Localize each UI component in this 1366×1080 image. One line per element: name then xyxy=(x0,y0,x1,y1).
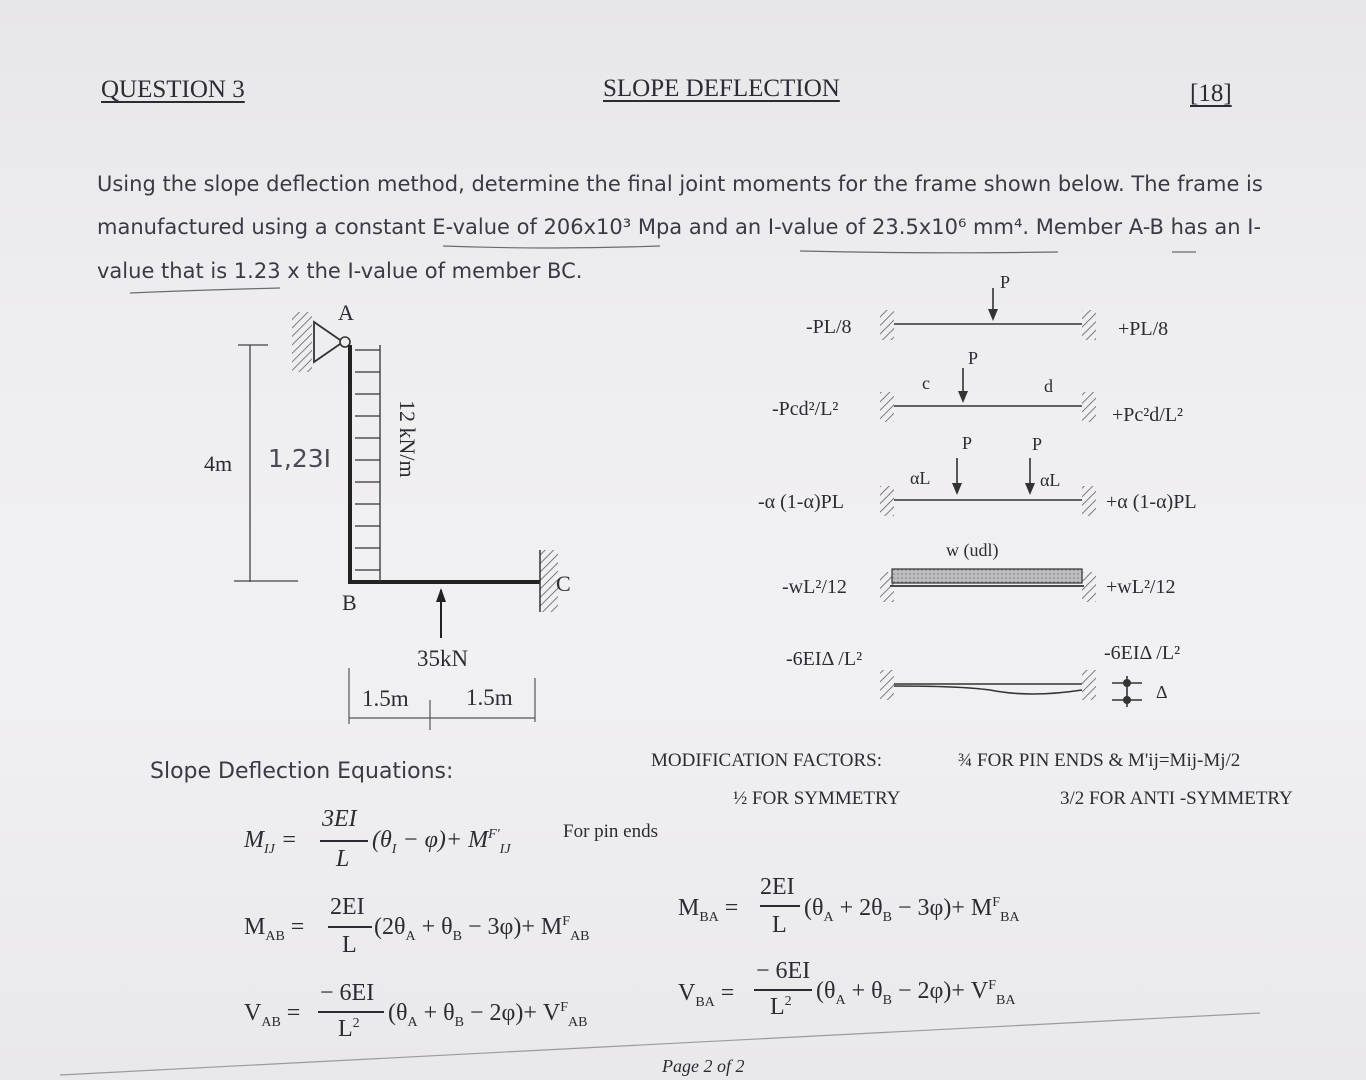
marks-badge: [18] xyxy=(1190,80,1232,107)
eq-mba-rhs: $(\theta_A + 2\theta_B - 3\varphi)+ M^F_{BA}$ xyxy=(804,895,1020,925)
topic-title: SLOPE DEFLECTION xyxy=(603,75,840,102)
eq-vba-num: − 6EI xyxy=(756,958,811,984)
fem-row3-p2: P xyxy=(1032,434,1043,454)
eq-pin-rhs: $(\theta_I - \varphi)+ M^{F'}_{IJ}$ xyxy=(372,827,511,857)
modification-anti: 3/2 FOR ANTI -SYMMETRY xyxy=(1060,788,1293,809)
fem-row2-c: c xyxy=(922,373,930,393)
fem-row2-d: d xyxy=(1044,376,1053,396)
instruction-line-3: value that is 1.23 x the I-value of member BC. xyxy=(97,259,583,283)
fem-row4-right: +wL²/12 xyxy=(1106,576,1176,598)
fem-row4-left: -wL²/12 xyxy=(782,576,847,598)
point-load-label: 35kN xyxy=(417,646,469,671)
fem-row2-p: P xyxy=(968,348,979,368)
eq-pin-den: L xyxy=(336,846,350,872)
pin-support-triangle xyxy=(314,322,343,362)
eq-vab-den: $L^2$ xyxy=(338,1016,360,1042)
instruction-line-1: Using the slope deflection method, determine the final joint moments for the frame shown below. The frame is xyxy=(97,172,1263,196)
fem-row5-delta: Δ xyxy=(1156,682,1168,702)
eq-mba-num: 2EI xyxy=(760,874,795,900)
frame-diagram xyxy=(234,312,558,730)
fem-row3-right: +α (1-α)PL xyxy=(1106,491,1197,513)
eq-pin-lhs: $M_{IJ}$ = xyxy=(244,827,298,857)
eq-vab-rhs: $(\theta_A + \theta_B - 2\varphi)+ V^F_{AB}$ xyxy=(388,1000,588,1030)
eq-vba-rhs: $(\theta_A + \theta_B - 2\varphi)+ V^F_{BA}$ xyxy=(816,978,1016,1008)
joint-label-b: B xyxy=(342,590,357,615)
fem-row1-right: +PL/8 xyxy=(1118,318,1169,340)
fem-row1-left: -PL/8 xyxy=(806,316,852,338)
udl-label: 12 kN/m xyxy=(395,400,420,478)
question-number: QUESTION 3 xyxy=(101,76,245,103)
height-label: 4m xyxy=(204,451,233,476)
equations-title: Slope Deflection Equations: xyxy=(150,759,454,784)
pencil-marks xyxy=(130,246,1196,293)
stiffness-note: 1,23I xyxy=(268,444,332,473)
eq-vab-lhs: $V_{AB}$ = xyxy=(244,1000,301,1030)
eq-mab-lhs: $M_{AB}$ = xyxy=(244,914,305,944)
udl-arrows xyxy=(355,350,380,570)
modification-title: MODIFICATION FACTORS: xyxy=(651,750,883,771)
fem-row5-left: -6EIΔ /L² xyxy=(786,648,863,670)
fem-beams xyxy=(880,288,1142,707)
span-left-label: 1.5m xyxy=(362,686,409,711)
point-load-arrow xyxy=(436,588,446,638)
modification-pin: ¾ FOR PIN ENDS & M'ij=Mij-Mj/2 xyxy=(958,750,1241,771)
instruction-line-2: manufactured using a constant E-value of 206x10³ Mpa and an I-value of 23.5x10⁶ mm⁴. Member A-B has an I- xyxy=(97,215,1262,239)
fem-row3-left: -α (1-α)PL xyxy=(758,491,844,513)
pin-support-hatch xyxy=(292,312,312,372)
fem-row2-left: -Pcd²/L² xyxy=(772,398,839,420)
fem-row3-al-right: αL xyxy=(1040,470,1061,490)
fem-row2-right: +Pc²d/L² xyxy=(1112,404,1184,426)
span-right-label: 1.5m xyxy=(466,685,513,710)
fem-row3-al-left: αL xyxy=(910,468,931,488)
eq-vba-den: $L^2$ xyxy=(770,994,792,1020)
fem-row4-udl: w (udl) xyxy=(946,540,999,560)
eq-mba-lhs: $M_{BA}$ = xyxy=(678,895,739,925)
joint-label-c: C xyxy=(556,571,571,596)
fem-row3-p1: P xyxy=(962,433,973,453)
modification-symmetry: ½ FOR SYMMETRY xyxy=(733,788,901,809)
eq-mab-den: L xyxy=(342,932,357,958)
eq-mba-den: L xyxy=(772,912,787,938)
eq-vba-lhs: $V_{BA}$ = xyxy=(678,980,735,1010)
eq-pin-num: 3EI xyxy=(322,806,357,832)
paper-fold xyxy=(60,1013,1260,1075)
eq-vab-num: − 6EI xyxy=(320,980,375,1006)
fem-row5-right: -6EIΔ /L² xyxy=(1104,642,1181,664)
fem-row1-load: P xyxy=(1000,272,1011,292)
joint-label-a: A xyxy=(338,300,354,325)
page-number: Page 2 of 2 xyxy=(662,1056,745,1076)
eq-mab-num: 2EI xyxy=(330,894,365,920)
eq-mab-rhs: $(2\theta_A + \theta_B - 3\varphi)+ M^F_{AB}$ xyxy=(374,914,590,944)
eq-pin-note: For pin ends xyxy=(563,821,658,842)
